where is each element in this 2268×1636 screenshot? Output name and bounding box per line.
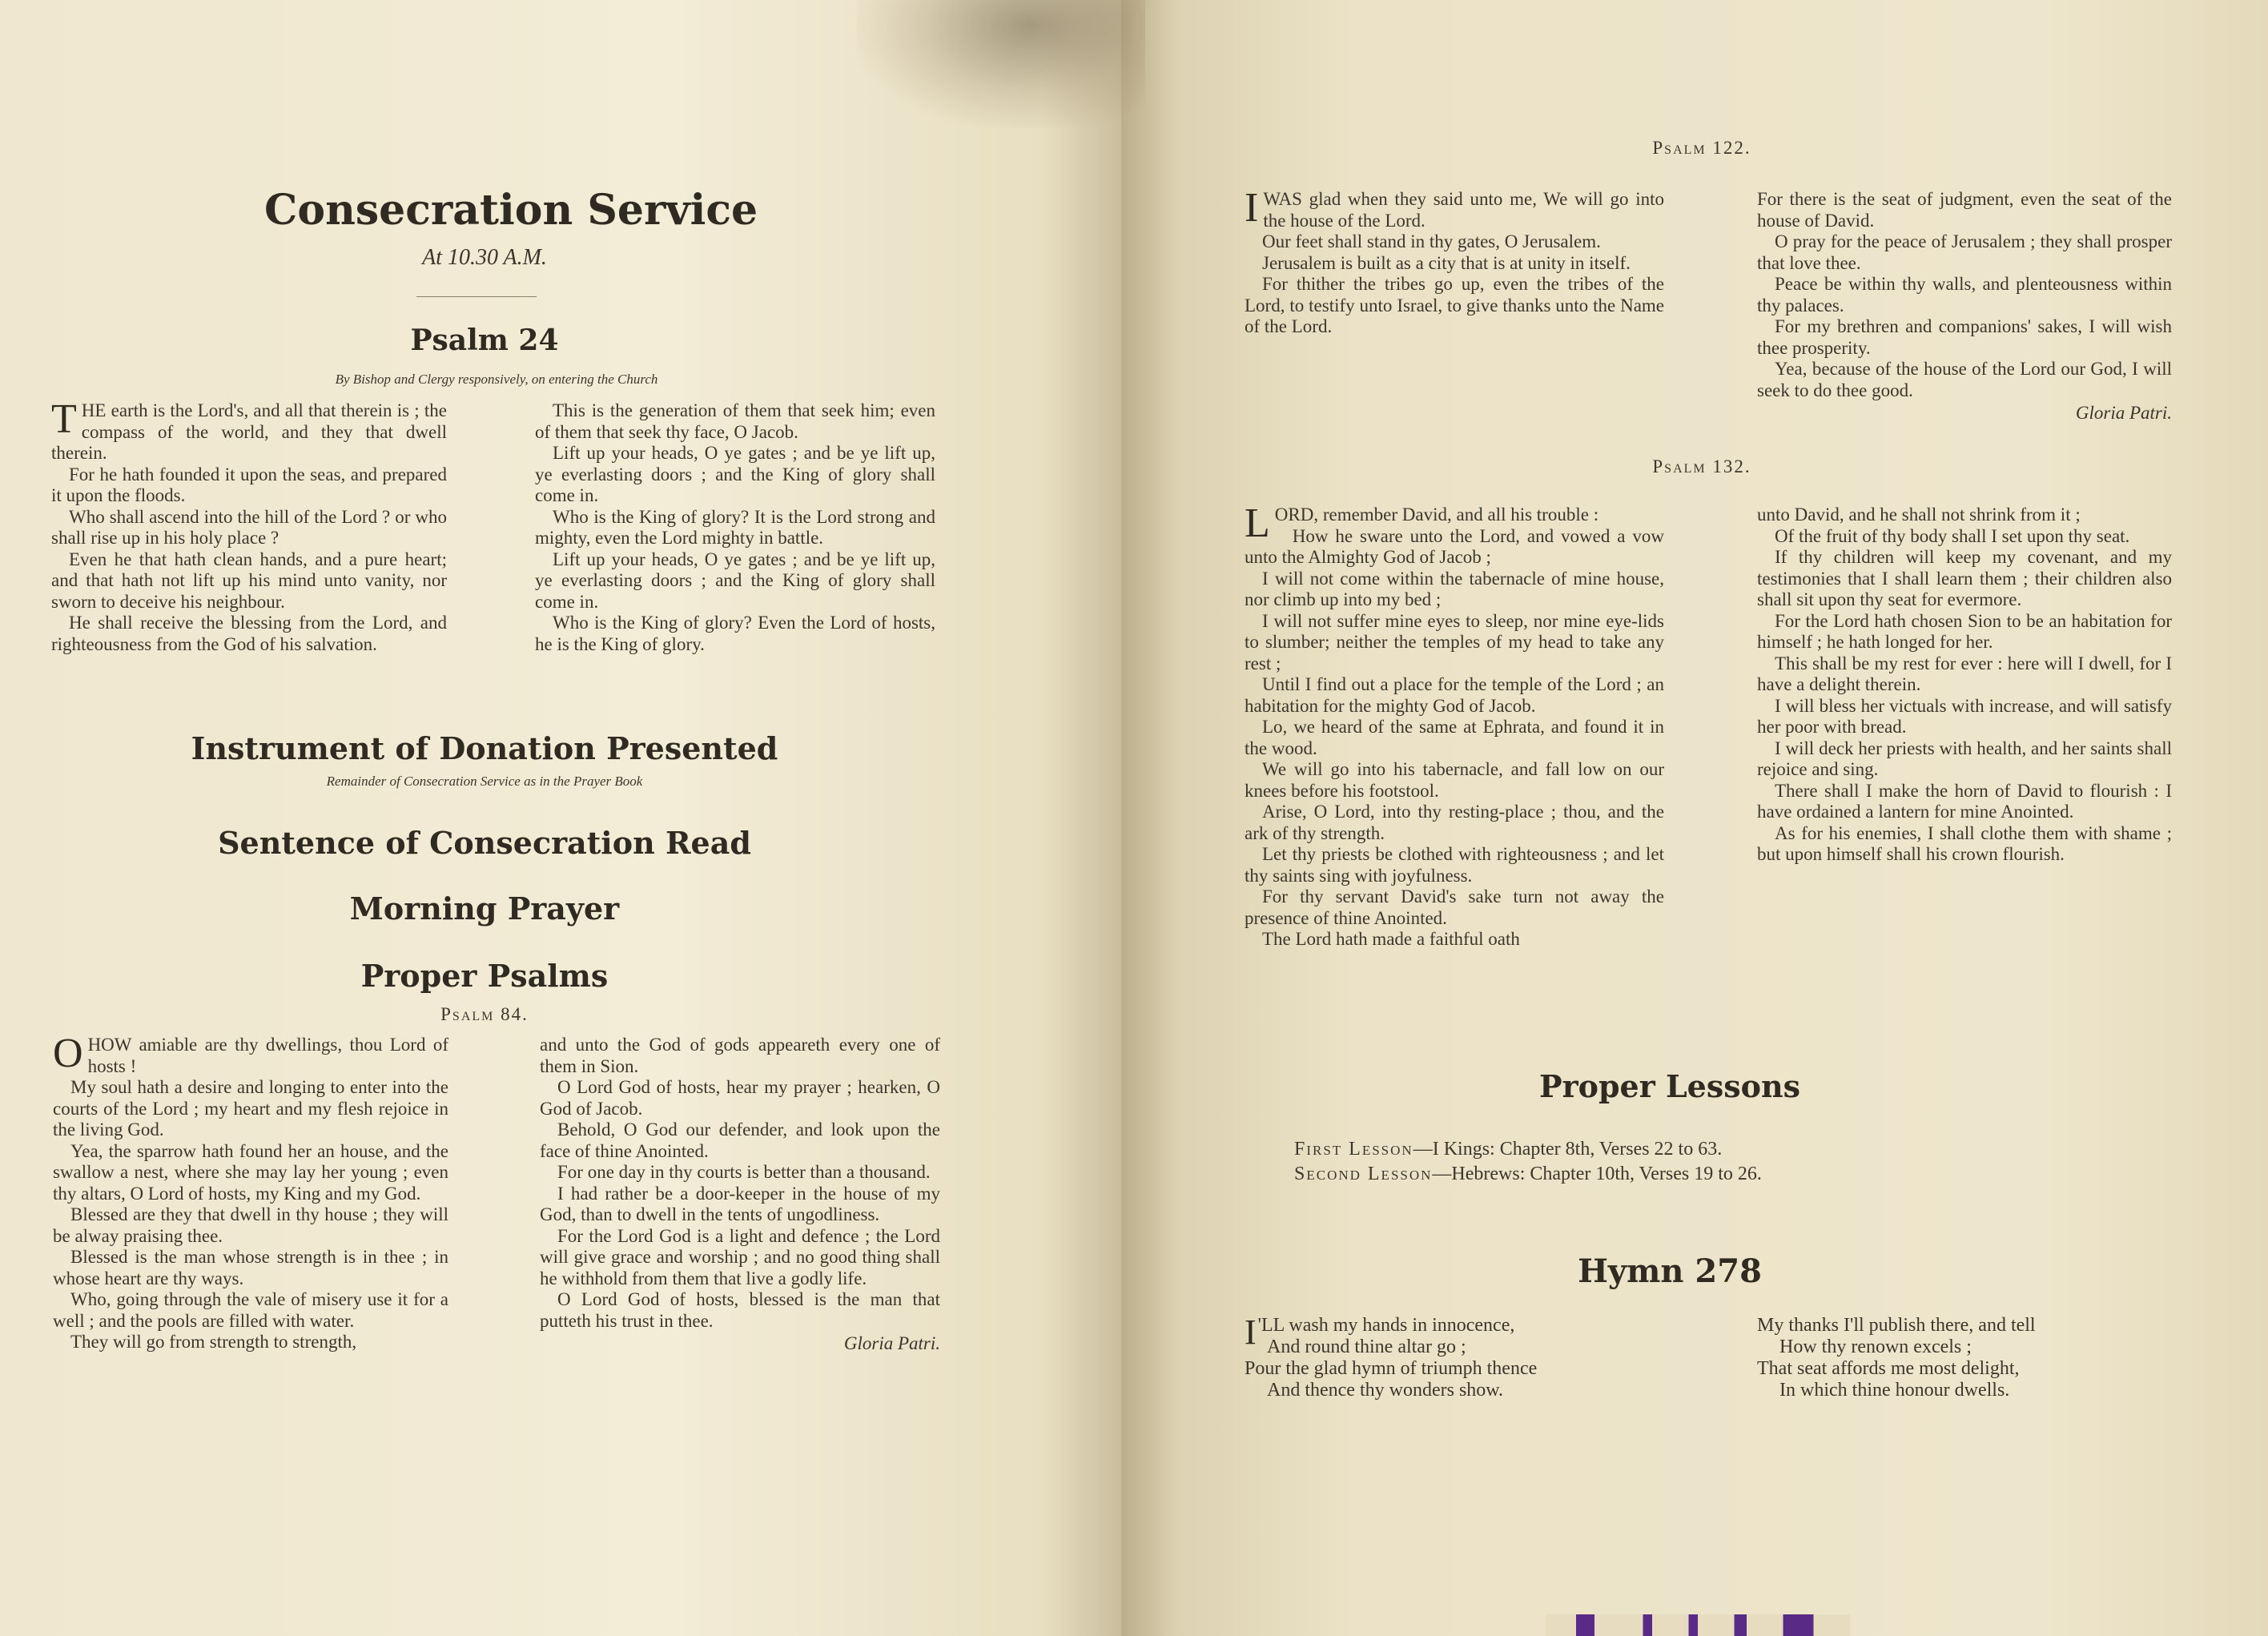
verse: Lift up your heads, O ye gates ; and be ye lift up, ye everlasting doors ; and the King of glory shall come in. xyxy=(535,549,935,612)
verse: Of the fruit of thy body shall I set upon thy seat. xyxy=(1775,525,2130,546)
verse: This is the generation of them that seek him; even of them that seek thy face, O Jacob. xyxy=(535,400,935,442)
second-lesson xyxy=(1294,1162,1762,1187)
verse: For my brethren and companions' sakes, I will wish thee prosperity. xyxy=(1757,316,2172,358)
verse: WAS glad when they said unto me, We will go into the house of the Lord. xyxy=(1263,189,1664,231)
page-title: Consecration Service xyxy=(264,186,758,235)
verse: Who is the King of glory? Even the Lord of hosts, he is the King of glory. xyxy=(535,613,935,654)
verse: This shall be my rest for ever : here will I dwell, for I have a delight therein. xyxy=(1757,653,2172,694)
hymn-heading: Hymn 278 xyxy=(1578,1252,1762,1290)
verse: I will not suffer mine eyes to sleep, nor mine eye-lids to slumber; neither the temples of my head to take any rest ; xyxy=(1245,610,1664,673)
verse: For the Lord God is a light and defence ; the Lord will give grace and worship ; and no good thing shall he withhold from them that live a godly life. xyxy=(540,1225,940,1288)
verse: I will deck her priests with health, and her saints shall rejoice and sing. xyxy=(1757,738,2172,779)
drop-cap: L xyxy=(1245,500,1270,546)
hymn-line: And thence thy wonders show. xyxy=(1267,1380,1504,1401)
verse: Lo, we heard of the same at Ephrata, and found it in the wood. xyxy=(1245,717,1664,758)
psalm-24-heading: Psalm 24 xyxy=(410,324,559,357)
psalm-132-col-2 xyxy=(1757,504,2172,866)
psalm-24-col-1 xyxy=(51,396,447,655)
psalm-132-heading: Psalm 132. xyxy=(1652,456,1751,476)
hymn-col-2 xyxy=(1757,1315,2174,1401)
verse: For the Lord hath chosen Sion to be an habitation for himself ; he hath longed for her. xyxy=(1757,610,2172,652)
hymn-line: In which thine honour dwells. xyxy=(1779,1380,2010,1401)
first-lesson-text: —I Kings: Chapter 8th, Verses 22 to 63. xyxy=(1413,1139,1723,1160)
verse: Who, going through the vale of misery use it for a well ; and the pools are filled with water. xyxy=(53,1289,448,1331)
morning-prayer-heading: Morning Prayer xyxy=(349,890,620,927)
verse: As for his enemies, I shall clothe them with shame ; but upon himself shall his crown flourish. xyxy=(1757,822,2172,864)
title-divider xyxy=(416,296,537,297)
verse: Who shall ascend into the hill of the Lord ? or who shall rise up in his holy place ? xyxy=(51,506,447,548)
verse: My soul hath a desire and longing to enter into the courts of the Lord ; my heart and my flesh rejoice in the living God. xyxy=(53,1077,448,1140)
verse: Our feet shall stand in thy gates, O Jerusalem. xyxy=(1262,231,1601,251)
verse: Let thy priests be clothed with righteousness ; and let thy saints sing with joyfulness. xyxy=(1245,844,1664,886)
verse: For thy servant David's sake turn not away the presence of thine Anointed. xyxy=(1245,886,1664,928)
verse: Behold, O God our defender, and look upon the face of thine Anointed. xyxy=(540,1119,940,1161)
verse: Jerusalem is built as a city that is at unity in itself. xyxy=(1262,252,1631,273)
verse: ORD, remember David, and all his trouble : xyxy=(1274,504,1599,525)
verse: For thither the tribes go up, even the tribes of the Lord, to testify unto Israel, to give thanks unto the Name of the Lord. xyxy=(1245,274,1664,336)
psalm-84-col-2 xyxy=(540,1035,940,1355)
verse: The Lord hath made a faithful oath xyxy=(1262,929,1520,949)
hymn-line: And round thine altar go ; xyxy=(1267,1337,1466,1357)
verse: I will bless her victuals with increase, and will satisfy her poor with bread. xyxy=(1757,695,2172,737)
psalm-122-heading: Psalm 122. xyxy=(1652,138,1751,158)
verse: Yea, because of the house of the Lord our God, I will seek to do thee good. xyxy=(1757,359,2172,400)
second-lesson-label: Second Lesson xyxy=(1294,1164,1433,1184)
psalm-122-col-1 xyxy=(1245,185,1664,338)
psalm-84-col-1 xyxy=(53,1031,448,1353)
page-stain xyxy=(857,0,1145,128)
verse: Until I find out a place for the temple of the Lord ; an habitation for the mighty God of Jacob. xyxy=(1245,674,1664,716)
first-lesson xyxy=(1294,1137,1722,1162)
verse: Arise, O Lord, into thy resting-place ; thou, and the ark of thy strength. xyxy=(1245,802,1664,843)
verse: unto David, and he shall not shrink from it ; xyxy=(1757,504,2081,525)
verse: For he hath founded it upon the seas, and prepared it upon the floods. xyxy=(51,464,447,505)
instrument-note: Remainder of Consecration Service as in the Prayer Book xyxy=(326,774,643,789)
verse: For one day in thy courts is better than a thousand. xyxy=(557,1162,931,1182)
verse: HE earth is the Lord's, and all that therein is ; the compass of the world, and they that dwell therein. xyxy=(51,400,447,463)
verse: He shall receive the blessing from the Lord, and righteousness from the God of his salvation. xyxy=(51,613,447,654)
sentence-heading: Sentence of Consecration Read xyxy=(218,825,751,861)
drop-cap: T xyxy=(51,396,77,442)
purple-stamp-fragment xyxy=(1546,1614,1850,1636)
right-page xyxy=(1121,0,2268,1636)
psalm-84-heading: Psalm 84. xyxy=(440,1004,529,1024)
verse: Yea, the sparrow hath found her an house, and the swallow a nest, where she may lay her young ; even thy altars, O Lord of hosts, my King and my God. xyxy=(53,1140,448,1204)
proper-lessons-heading: Proper Lessons xyxy=(1539,1068,1800,1104)
verse: I had rather be a door-keeper in the house of my God, than to dwell in the tents of ungodliness. xyxy=(540,1183,940,1224)
verse: I will not come within the tabernacle of mine house, nor climb up into my bed ; xyxy=(1245,568,1664,609)
verse: There shall I make the horn of David to flourish : I have ordained a lantern for mine Anointed. xyxy=(1757,780,2172,822)
verse: O Lord God of hosts, hear my prayer ; hearken, O God of Jacob. xyxy=(540,1077,940,1119)
second-lesson-text: —Hebrews: Chapter 10th, Verses 19 to 26. xyxy=(1432,1164,1762,1184)
hymn-line: Pour the glad hymn of triumph thence xyxy=(1245,1358,1538,1379)
verse: For there is the seat of judgment, even the seat of the house of David. xyxy=(1757,189,2172,231)
verse: Even he that hath clean hands, and a pure heart; and that hath not lift up his mind unto vanity, nor sworn to deceive his neighbour. xyxy=(51,549,447,612)
hymn-col-1 xyxy=(1245,1312,1693,1401)
verse: Who is the King of glory? It is the Lord strong and mighty, even the Lord mighty in battle. xyxy=(535,506,935,548)
verse: Peace be within thy walls, and plenteousness within thy palaces. xyxy=(1757,274,2172,316)
verse: Blessed is the man whose strength is in thee ; in whose heart are thy ways. xyxy=(53,1247,448,1288)
psalm-132-col-1 xyxy=(1245,500,1664,951)
verse: Lift up your heads, O ye gates ; and be ye lift up, ye everlasting doors ; and the King of glory shall come in. xyxy=(535,443,935,505)
proper-psalms-heading: Proper Psalms xyxy=(360,958,609,994)
gloria-patri: Gloria Patri. xyxy=(2075,403,2172,423)
first-lesson-label: First Lesson xyxy=(1294,1139,1413,1160)
verse: O Lord God of hosts, blessed is the man that putteth his trust in thee. xyxy=(540,1289,940,1331)
instrument-heading: Instrument of Donation Presented xyxy=(191,730,778,766)
hymn-line: My thanks I'll publish there, and tell xyxy=(1757,1315,2036,1336)
drop-cap: I xyxy=(1245,185,1259,231)
verse: They will go from strength to strength, xyxy=(70,1332,357,1352)
service-time: At 10.30 A.M. xyxy=(422,245,547,270)
psalm-122-col-2 xyxy=(1757,189,2172,424)
drop-cap: I xyxy=(1245,1312,1257,1352)
hymn-line: How thy renown excels ; xyxy=(1779,1337,1972,1357)
psalm-24-rubric: By Bishop and Clergy responsively, on entering the Church xyxy=(335,372,658,387)
left-page xyxy=(0,0,1121,1636)
verse: We will go into his tabernacle, and fall low on our knees before his footstool. xyxy=(1245,759,1664,801)
gloria-patri: Gloria Patri. xyxy=(843,1333,940,1353)
psalm-24-col-2 xyxy=(535,400,935,655)
drop-cap: O xyxy=(53,1031,83,1076)
hymn-line: That seat affords me most delight, xyxy=(1757,1358,2020,1379)
verse: How he sware unto the Lord, and vowed a vow unto the Almighty God of Jacob ; xyxy=(1245,525,1664,567)
verse: Blessed are they that dwell in thy house ; they will be alway praising thee. xyxy=(53,1204,448,1246)
hymn-line: 'LL wash my hands in innocence, xyxy=(1257,1315,1515,1336)
verse: O pray for the peace of Jerusalem ; they shall prosper that love thee. xyxy=(1757,231,2172,273)
verse: If thy children will keep my covenant, and my testimonies that I shall learn them ; their children also shall sit upon thy seat for evermore. xyxy=(1757,547,2172,609)
verse: HOW amiable are thy dwellings, thou Lord of hosts ! xyxy=(87,1035,448,1076)
verse: and unto the God of gods appeareth every one of them in Sion. xyxy=(540,1035,940,1076)
